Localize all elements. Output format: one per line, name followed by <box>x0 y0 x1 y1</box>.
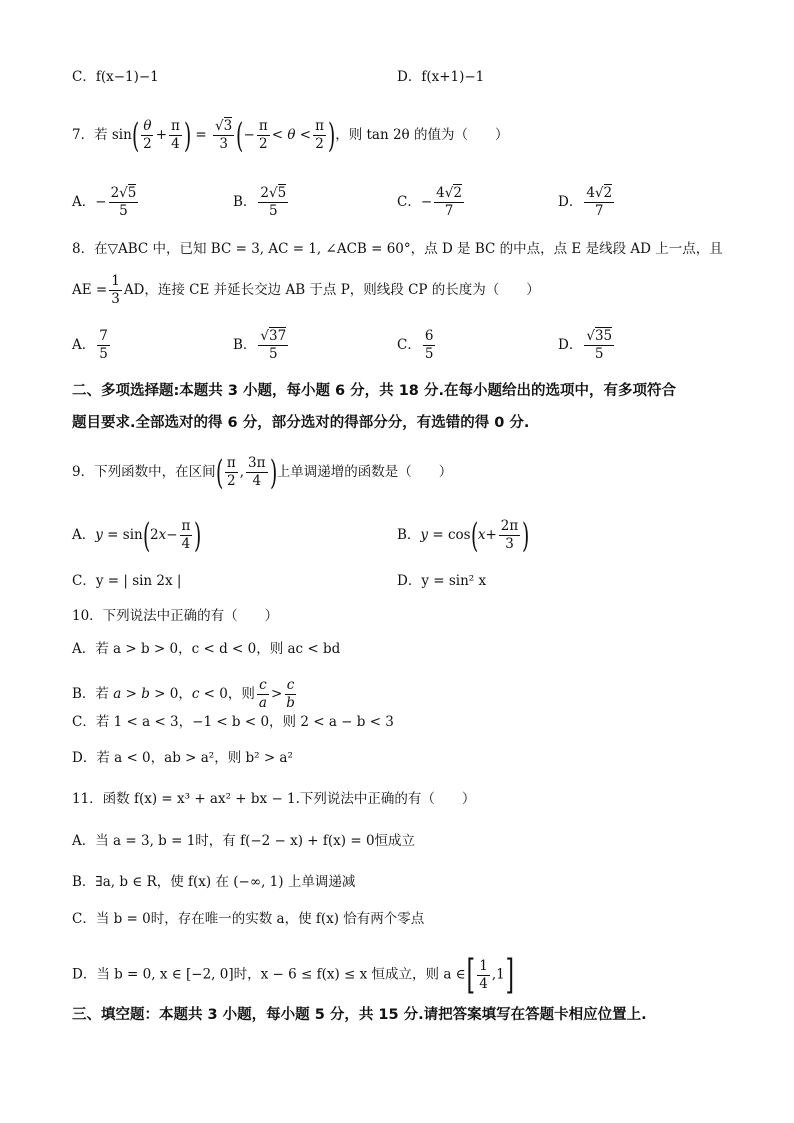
q10-option-c: C．若 1 < a < 3，−1 < b < 0，则 2 < a − b < 3 <box>72 714 394 730</box>
q9-option-a: A．y = sin(2x− $\frac{\pi}{4}$ ) <box>72 515 202 556</box>
q7-option-a: A．− $\frac{2√5}{5}$ <box>72 185 137 219</box>
q8-stem-line1: 8．在▽ABC 中，已知 BC = 3, AC = 1, ∠ACB = 60°，点 D 是 BC 的中点，点 E 是线段 AD 上一点，且 <box>72 241 723 257</box>
q10-option-b: B．若 a > b > 0，c < 0，则 $\frac{c}{a}$ > $\frac{c}{b}$ <box>72 677 295 711</box>
q7-stem: 7．若 sin( $\frac{\theta}{2}$ + $\frac{\pi}{4}$ ) = $\frac{√3}{3}$ (− $\frac{\pi}{2}$ < θ < $\frac{\pi}{2}$ )，则 tan 2θ 的值为（ ） <box>72 115 509 156</box>
q11-stem: 11．函数 f(x) = x³ + ax² + bx − 1.下列说法中正确的有（ ） <box>72 791 476 807</box>
q9-option-b: B．y = cos(x+ $\frac{2\pi}{3}$ ) <box>397 515 530 556</box>
q10-option-d: D．若 a < 0，ab > a²，则 b² > a² <box>72 750 293 766</box>
q8-option-b: B． $\frac{√37}{5}$ <box>233 328 287 362</box>
section-3-header: 三、填空题：本题共 3 小题，每小题 5 分，共 15 分.请把答案填写在答题卡相应位置上. <box>72 1007 647 1023</box>
q11-option-a: A．当 a = 3, b = 1时，有 f(−2 − x) + f(x) = 0恒成立 <box>72 833 416 849</box>
q9-option-c: C．y = | sin 2x | <box>72 573 182 589</box>
q9-option-d: D．y = sin² x <box>397 573 487 589</box>
q10-stem: 10．下列说法中正确的有（ ） <box>72 608 279 624</box>
q8-stem-line2: AE = $\frac{1}{3}$ AD，连接 CE 并延长交边 AB 于点 P，则线段 CP 的长度为（ ） <box>72 273 540 307</box>
q11-option-d: D．当 b = 0, x ∈ [−2, 0]时，x − 6 ≤ f(x) ≤ x 恒成立，则 a ∈[ $\frac{1}{4}$ ,1] <box>72 952 514 998</box>
q9-stem: 9．下列函数中，在区间( $\frac{\pi}{2}$ , $\frac{3\pi}{4}$ )上单调递增的函数是（ ） <box>72 452 453 493</box>
q7-option-b: B． $\frac{2√5}{5}$ <box>233 185 287 219</box>
q7-option-d: D． $\frac{4√2}{7}$ <box>558 185 613 219</box>
q6-option-d: D．f(x+1)−1 <box>397 69 485 85</box>
q8-option-c: C． $\frac{6}{5}$ <box>397 328 434 362</box>
q10-option-a: A．若 a > b > 0，c < d < 0，则 ac < bd <box>72 641 341 657</box>
q6-option-c: C．f(x−1)−1 <box>72 69 159 85</box>
section-2-line2: 题目要求.全部选对的得 6 分，部分选对的得部分分，有选错的得 0 分. <box>72 415 530 431</box>
q11-option-b: B．∃a, b ∈ R，使 f(x) 在 (−∞, 1) 上单调递减 <box>72 874 356 890</box>
q11-option-c: C．当 b = 0时，存在唯一的实数 a，使 f(x) 恰有两个零点 <box>72 911 425 927</box>
q8-option-a: A． $\frac{7}{5}$ <box>72 328 108 362</box>
q7-option-c: C．− $\frac{4√2}{7}$ <box>397 185 462 219</box>
section-2-line1: 二、多项选择题:本题共 3 小题，每小题 6 分，共 18 分.在每小题给出的选项中，有多项符合 <box>72 383 676 399</box>
q8-option-d: D． $\frac{√35}{5}$ <box>558 328 613 362</box>
